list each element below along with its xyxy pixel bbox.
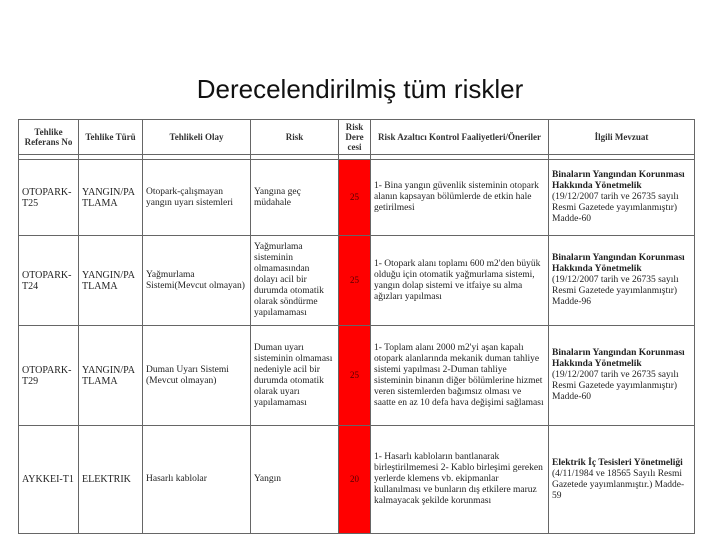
cell-score: 25 [339,326,371,426]
cell-score: 25 [339,160,371,236]
cell-law [549,160,695,236]
cell-law [549,426,695,534]
law-detail: (19/12/2007 tarih ve 26735 sayılı Resmi Gazetede yayımlanmıştır) Madde-60 [552,192,679,224]
law-title: Binaların Yangından Korunması Hakkında Yönetmelik [552,348,685,369]
cell-score: 20 [339,426,371,534]
slide-title: Derecelendirilmiş tüm riskler [196,74,524,104]
cell-risk: Yağmurlama sisteminin olmamasından dolayı acil bir durumda otomatik olarak söndürme yapılamaması [251,236,339,326]
header-risk: Risk [251,120,339,155]
table-row [19,160,695,236]
cell-score: 25 [339,236,371,326]
cell-event: Otopark-çalışmayan yangın uyarı sistemleri [143,160,251,236]
cell-event: Yağmurlama Sistemi(Mevcut olmayan) [143,236,251,326]
cell-risk: Duman uyarı sisteminin olmaması nedeniyle acil bir durumda otomatik olarak uyarı yapılamaması [251,326,339,426]
law-detail: (19/12/2007 tarih ve 26735 sayılı Resmi Gazetede yayımlanmıştır) Madde-60 [552,370,679,402]
cell-type: YANGIN/PA TLAMA [79,236,143,326]
cell-control: 1- Otopark alanı toplamı 600 m2'den büyük olduğu için otomatik yağmurlama sistemi, yangın dolap sistemi ve itfaiye su alma ağızları yapılması [371,236,549,326]
header-ref: Tehlike Referans No [19,120,79,155]
header-score: Risk Dere cesi [339,120,371,155]
cell-law [549,236,695,326]
cell-risk: Yangına geç müdahale [251,160,339,236]
risk-table-scan [18,119,694,534]
cell-ref: OTOPARK-T24 [19,236,79,326]
risk-table [18,119,695,534]
cell-type: YANGIN/PA TLAMA [79,160,143,236]
law-title: Elektrik İç Tesisleri Yönetmeliği [552,457,683,468]
cell-event: Duman Uyarı Sistemi (Mevcut olmayan) [143,326,251,426]
table-header-row [19,120,695,155]
cell-ref: OTOPARK-T25 [19,160,79,236]
law-detail: (4/11/1984 ve 18565 Sayılı Resmi Gazetede yayımlanmıştır.) Madde-59 [552,468,685,501]
cell-ref: OTOPARK-T29 [19,326,79,426]
table-row [19,426,695,534]
cell-control: 1- Bina yangın güvenlik sisteminin otopark alanın kapsayan bölümlerde de etkin hale getirilmesi [371,160,549,236]
header-type: Tehlike Türü [79,120,143,155]
cell-event: Hasarlı kablolar [143,426,251,534]
law-title: Binaların Yangından Korunması Hakkında Yönetmelik [552,253,685,274]
cell-control: 1- Hasarlı kabloların bantlanarak birleştirilmemesi 2- Kablo birleşimi gereken yerlerde klemens vb. ekipmanlar kullanılması ve bunların dış etkilere maruz kalmayacak şekilde korunması [371,426,549,534]
cell-ref: AYKKEI-T1 [19,426,79,534]
header-law: İlgili Mevzuat [549,120,695,155]
cell-control: 1- Toplam alanı 2000 m2'yi aşan kapalı otopark alanlarında mekanik duman tahliye sistemi yapılması 2-Duman tahliye sisteminin binanın diğer bölümlerine hizmet veren sistemlerden bağımsız olması ve saatte en az 10 defa hava değişimi sağlaması [371,326,549,426]
cell-type: YANGIN/PA TLAMA [79,326,143,426]
table-row [19,236,695,326]
cell-law [549,326,695,426]
table-row [19,326,695,426]
header-control: Risk Azaltıcı Kontrol Faaliyetleri/Öneriler [371,120,549,155]
law-detail: (19/12/2007 tarih ve 26735 sayılı Resmi Gazetede yayımlanmıştır) Madde-96 [552,275,679,307]
cell-risk: Yangın [251,426,339,534]
cell-type: ELEKTRIK [79,426,143,534]
law-title: Binaların Yangından Korunması Hakkında Yönetmelik [552,170,685,191]
header-event: Tehlikeli Olay [143,120,251,155]
